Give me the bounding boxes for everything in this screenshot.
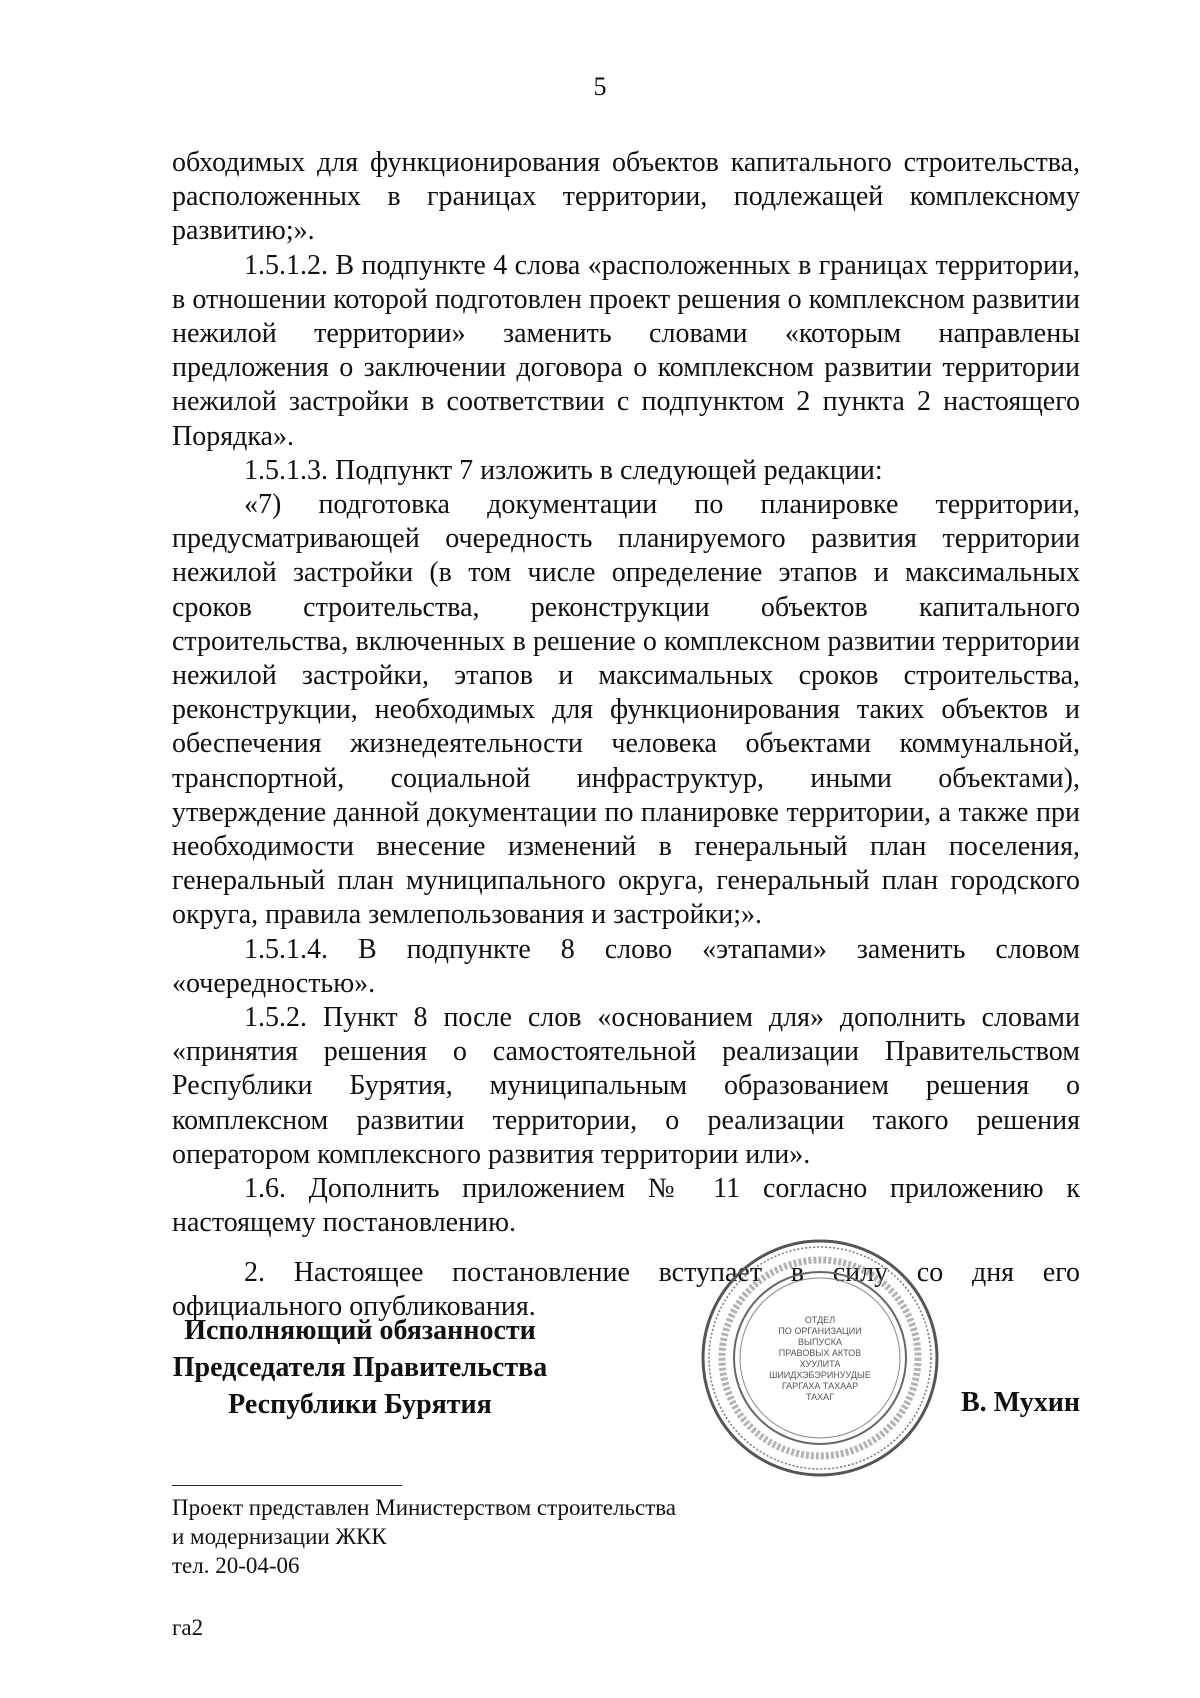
page-number: 5 — [593, 72, 607, 101]
seal-text: ШИИДХЭБЭРИНУУДЫЕ — [769, 1370, 871, 1380]
document-body — [172, 146, 1080, 1324]
footer-note — [172, 1493, 676, 1580]
seal-text: ВЫПУСКА — [798, 1337, 842, 1347]
paragraph-2: 2. Настоящее постановление вступает в силу со дня его официального опубликования. — [172, 1256, 1080, 1322]
paragraph-continuation: обходимых для функционирования объектов капитального строительства, расположенных в границах территории, подлежащей комплексному развитию;». — [172, 147, 1080, 247]
paragraph-1-5-1-2: 1.5.1.2. В подпункте 4 слова «расположенных в границах территории, в отношении которой подготовлен проект решения о комплексном развитии нежилой территории» заменить словами «которым направлены предложения о заключении договора о комплексном развитии территории нежилой застройки в соответствии с подпунктом 2 пункта 2 настоящего Порядка». — [172, 249, 1080, 452]
paragraph-1-5-2: 1.5.2. Пункт 8 после слов «основанием для» дополнить словами «принятия решения о самостоятельной реализации Правительством Республики Бурятия, муниципальным образованием решения о комплексном развитии территории, о реализации такого решения оператором комплексного развития территории или». — [172, 1002, 1080, 1170]
footnote-divider — [172, 1485, 402, 1486]
footer-line: Проект представлен Министерством строительства — [172, 1495, 677, 1520]
seal-text: ГАРГАХА ТАХААР — [781, 1381, 859, 1391]
document-code: га2 — [172, 1615, 204, 1640]
signatory-title-line: Председателя Правительства — [172, 1352, 548, 1383]
seal-text: ОТДЕЛ — [804, 1315, 836, 1325]
seal-text: ПО ОРГАНИЗАЦИИ — [778, 1326, 862, 1336]
paragraph-1-6: 1.6. Дополнить приложением № 11 согласно приложению к настоящему постановлению. — [172, 1173, 1080, 1239]
seal-text: ТАХАГ — [805, 1392, 835, 1402]
signatory-title-line: Республики Бурятия — [228, 1389, 492, 1420]
footer-line: тел. 20-04-06 — [172, 1553, 300, 1578]
seal-text: ПРАВОВЫХ АКТОВ — [778, 1348, 862, 1358]
paragraph-subitem-7: «7) подготовка документации по планировке территории, предусматривающей очередность планируемого развития территории нежилой застройки (в том числе определение этапов и максимальных сроков строительства, реконструкции объектов капитального строительства, включенных в решение о комплексном развитии территории нежилой застройки, этапов и максимальных сроков строительства, реконструкции, необходимых для функционирования таких объектов и обеспечения жизнедеятельности человека объектами коммунальной, транспортной, социальной инфраструктур, иными объектами), утверждение данной документации по планировке территории, а также при необходимости внесение изменений в генеральный план поселения, генеральный план муниципального округа, генеральный план городского округа, правила землепользования и застройки;». — [172, 489, 1080, 931]
signatory-title — [150, 1312, 570, 1423]
seal-text: ХУУЛИТА — [799, 1359, 841, 1369]
paragraph-1-5-1-3: 1.5.1.3. Подпункт 7 изложить в следующей редакции: — [244, 454, 883, 486]
paragraph-1-5-1-4: 1.5.1.4. В подпункте 8 слово «этапами» заменить словом «очередностью». — [172, 933, 1080, 999]
official-seal — [700, 1238, 940, 1478]
footer-line: и модернизации ЖКК — [172, 1524, 387, 1549]
signatory-title-line: Исполняющий обязанности — [184, 1315, 536, 1346]
signatory-name: В. Мухин — [961, 1387, 1080, 1418]
